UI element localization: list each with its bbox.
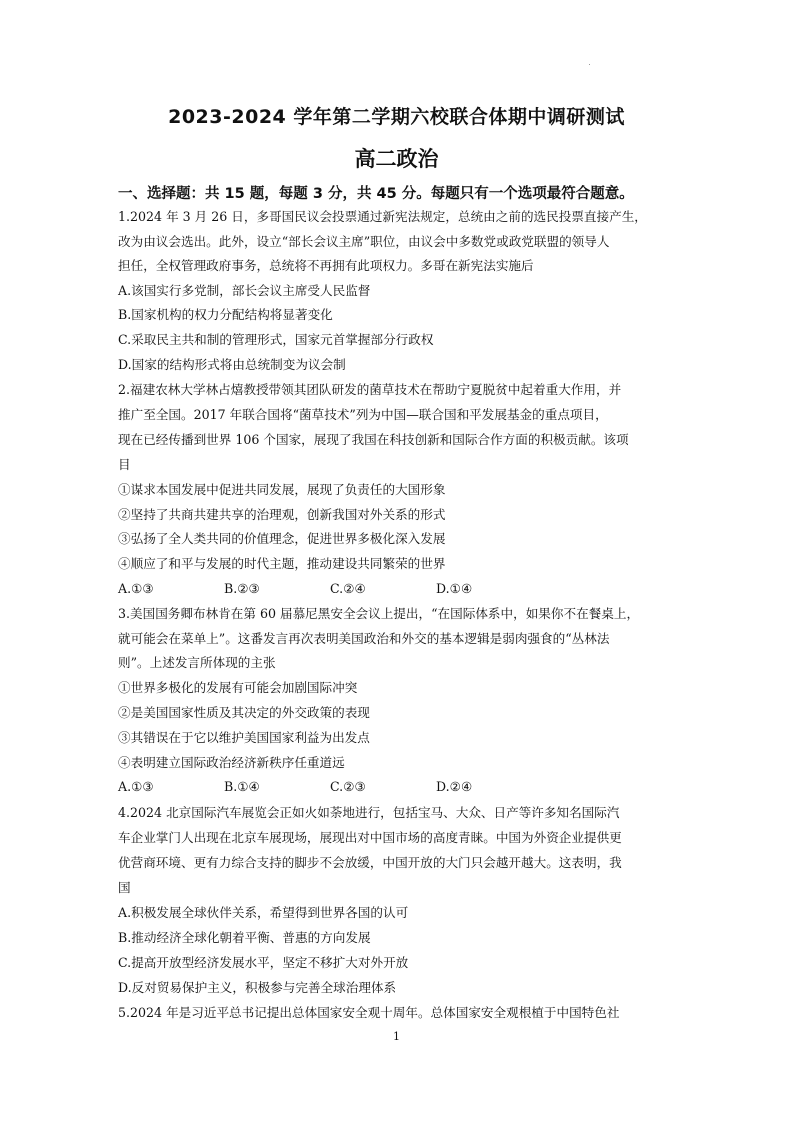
exam-subject: 高二政治 (354, 147, 439, 171)
q3-choice-c: C.②③ (330, 779, 366, 794)
q2-choice-b: B.②③ (224, 581, 260, 596)
page-number: 1 (393, 1030, 400, 1043)
q3-item-4: ④表明建立国际政治经济新秩序任重道远 (118, 755, 345, 770)
q2-line-4: 目 (118, 457, 131, 472)
q4-option-a: A.积极发展全球伙伴关系，希望得到世界各国的认可 (118, 905, 409, 920)
q3-choice-d: D.②④ (436, 779, 473, 794)
q2-line-1: 2.福建农林大学林占熺教授带领其团队研发的菌草技术在帮助宁夏脱贫中起着重大作用，并 (118, 382, 622, 397)
exam-title: 2023-2024 学年第二学期六校联合体期中调研测试 (168, 106, 625, 128)
q3-item-2: ②是美国国家性质及其决定的外交政策的表现 (118, 705, 370, 720)
q2-choice-c: C.②④ (330, 581, 366, 596)
q3-item-1: ①世界多极化的发展有可能会加剧国际冲突 (118, 680, 358, 695)
q4-line-1: 4.2024 北京国际汽车展览会正如火如荼地进行，包括宝马、大众、日产等许多知名国际汽 (118, 805, 620, 820)
q1-option-c: C.采取民主共和制的管理形式，国家元首掌握部分行政权 (118, 332, 434, 347)
speck (589, 64, 590, 65)
q4-option-b: B.推动经济全球化朝着平衡、普惠的方向发展 (118, 930, 371, 945)
q2-line-3: 现在已经传播到世界 106 个国家，展现了我国在科技创新和国际合作方面的积极贡献。该项 (118, 432, 629, 447)
q3-choice-a: A.①③ (118, 779, 154, 794)
q2-item-1: ①谋求本国发展中促进共同发展，展现了负责任的大国形象 (118, 482, 446, 497)
q4-option-c: C.提高开放型经济发展水平，坚定不移扩大对外开放 (118, 955, 409, 970)
q3-line-2: 就可能会在菜单上”。这番发言再次表明美国政治和外交的基本逻辑是弱肉强食的“丛林法 (118, 631, 610, 646)
q2-item-3: ③弘扬了全人类共同的价值理念，促进世界多极化深入发展 (118, 531, 446, 546)
q1-option-a: A.该国实行多党制，部长会议主席受人民监督 (118, 283, 371, 298)
q1-option-d: D.国家的结构形式将由总统制变为议会制 (118, 357, 346, 372)
q4-line-3: 优营商环境、更有力综合支持的脚步不会放缓，中国开放的大门只会越开越大。这表明，我 (118, 855, 622, 870)
q1-option-b: B.国家机构的权力分配结构将显著变化 (118, 307, 333, 322)
q2-choice-a: A.①③ (118, 581, 154, 596)
q3-choices (118, 779, 542, 795)
q4-line-4: 国 (118, 880, 131, 895)
q3-item-3: ③其错误在于它以维护美国国家利益为出发点 (118, 730, 370, 745)
q3-choice-b: B.①④ (224, 779, 260, 794)
q3-line-1: 3.美国国务卿布林肯在第 60 届慕尼黑安全会议上提出，“在国际体系中，如果你不在餐桌上， (118, 606, 640, 621)
q2-item-2: ②坚持了共商共建共享的治理观，创新我国对外关系的形式 (118, 507, 446, 522)
q1-line-1: 1.2024 年 3 月 26 日，多哥国民议会投票通过新宪法规定，总统由之前的选民投票直接产生， (118, 209, 647, 224)
q4-line-2: 车企业掌门人出现在北京车展现场，展现出对中国市场的高度青睐。中国为外资企业提供更 (118, 830, 622, 845)
q2-choice-d: D.①④ (436, 581, 473, 596)
q2-item-4: ④顺应了和平与发展的时代主题，推动建设共同繁荣的世界 (118, 556, 446, 571)
section-heading: 一、选择题：共 15 题，每题 3 分，共 45 分。每题只有一个选项最符合题意。 (118, 186, 634, 202)
q1-line-3: 担任，全权管理政府事务，总统将不再拥有此项权力。多哥在新宪法实施后 (118, 258, 534, 273)
q2-line-2: 推广至全国。2017 年联合国将“菌草技术”列为中国—联合国和平发展基金的重点项目， (118, 407, 608, 422)
q1-line-2: 改为由议会选出。此外，设立“部长会议主席”职位，由议会中多数党或政党联盟的领导人 (118, 234, 610, 249)
q4-option-d: D.反对贸易保护主义，积极参与完善全球治理体系 (118, 980, 397, 995)
q3-line-3: 则”。上述发言所体现的主张 (118, 655, 276, 670)
q2-choices (118, 581, 542, 597)
q5-line-1: 5.2024 年是习近平总书记提出总体国家安全观十周年。总体国家安全观根植于中国特色社 (118, 1005, 620, 1020)
